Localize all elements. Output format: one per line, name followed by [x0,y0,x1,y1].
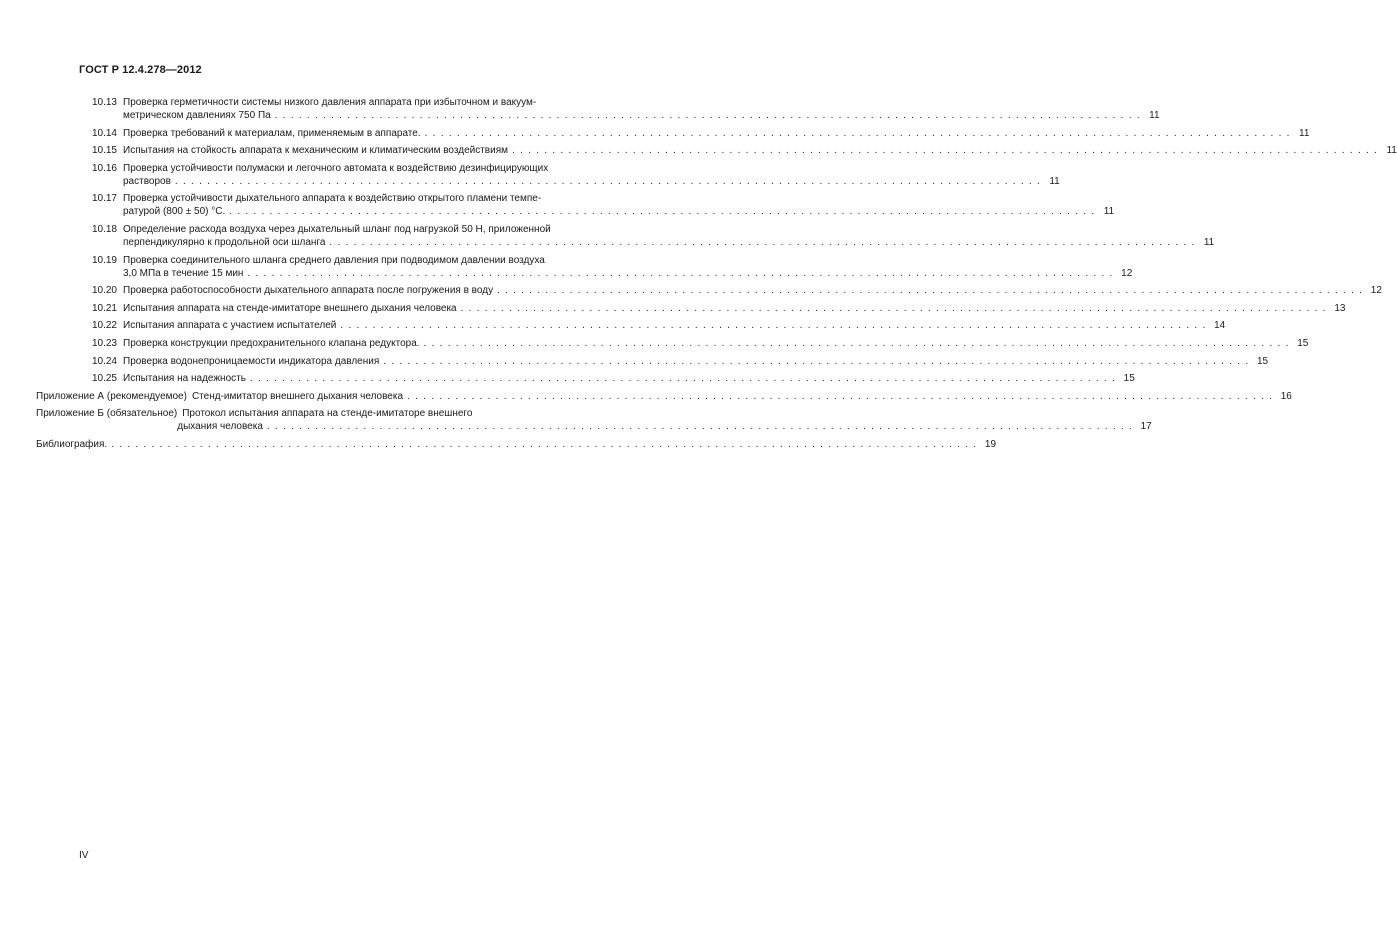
document-header: ГОСТ Р 12.4.278—2012 [79,64,202,76]
toc-appendix-a[interactable] [36,390,1292,403]
toc-entry-title: Проверка работоспособности дыхательного аппарата после погружения в воду [123,285,494,297]
toc-entry[interactable] [79,337,1309,350]
appendix-label: Приложение А (рекомендуемое) [36,390,187,402]
toc-entry-title: Проверка водонепроницаемости индикатора давления [123,355,380,367]
appendix-label: Приложение Б (обязательное) [36,408,178,420]
toc-entry-number: 10.24 [91,355,117,367]
toc-entry-page: 15 [1256,355,1269,367]
appendix-title: дыхания человека [177,421,263,433]
toc-entry-title: перпендикулярно к продольной оси шланга [123,236,326,248]
toc-entry-title: ратурой (800 ± 50) °С. [123,206,226,218]
toc-entry-number: 10.22 [91,320,117,332]
toc-entry[interactable] [79,284,1382,297]
toc-entry-number: 10.17 [91,193,117,205]
toc-entry-number: 10.23 [91,337,117,349]
toc-entry-title: Проверка требований к материалам, применяемым в аппарате. [123,127,421,139]
appendix-page: 17 [1140,421,1152,433]
toc-entry[interactable] [79,127,1310,140]
toc-entry-title: Проверка конструкции предохранительного клапана редуктора. [123,337,420,349]
toc-bibliography[interactable] [36,438,997,451]
toc-entry[interactable] [79,192,1115,218]
toc-entry-number: 10.13 [91,97,117,108]
toc-entry-page: 11 [1299,127,1310,139]
toc-entry[interactable] [79,302,1346,315]
toc-entry-number: 10.16 [91,162,117,174]
toc-entry[interactable] [79,223,1215,249]
toc-entry[interactable] [79,372,1135,385]
toc-appendix-b[interactable] [36,407,1152,433]
toc-entry-number: 10.20 [91,285,117,297]
toc-entry-title: Проверка герметичности системы низкого давления аппарата при избыточном и вакуум- [123,97,537,108]
toc-entry-page: 15 [1123,373,1135,385]
toc-entry-page: 15 [1297,337,1309,349]
toc-entry-page: 11 [1386,145,1397,157]
toc-entry-title: Проверка устойчивости полумаски и легочного автомата к воздействию дезинфицирующих [123,162,549,174]
toc-entry[interactable] [79,96,1160,122]
toc-entry-title: Испытания аппарата с участием испытателей [123,320,337,332]
appendix-page: 16 [1280,390,1292,402]
toc-entry[interactable] [79,144,1397,157]
toc-entry-number: 10.18 [91,223,117,235]
toc-entry-title: растворов [123,175,171,187]
toc-entry[interactable] [79,254,1133,280]
table-of-contents [36,96,1397,456]
toc-entry-number: 10.14 [91,127,117,139]
toc-entry-number: 10.15 [91,145,117,157]
toc-entry-title: 3,0 МПа в течение 15 мин [123,267,244,279]
toc-entry-title: Определение расхода воздуха через дыхательный шланг под нагрузкой 50 Н, приложенной [123,223,551,235]
page-folio: IV [79,850,89,861]
toc-entry-title: Испытания на стойкость аппарата к механическим и климатическим воздействиям [123,145,508,157]
appendix-title: Стенд-имитатор внешнего дыхания человека [191,390,404,402]
toc-entry-page: 11 [1103,206,1115,218]
toc-entry-number: 10.21 [91,302,117,314]
toc-entry-page: 13 [1334,302,1346,314]
toc-entry-title: Испытания аппарата на стенде-имитаторе внешнего дыхания человека [123,302,457,314]
toc-entry-page: 11 [1149,110,1160,121]
toc-entry-title: Испытания на надежность [123,373,246,385]
toc-entry-page: 11 [1203,236,1215,248]
toc-entry[interactable] [79,162,1060,188]
bibliography-label: Библиография. [36,438,108,450]
appendix-title: Протокол испытания аппарата на стенде-имитаторе внешнего [182,408,473,420]
bibliography-page: 19 [984,438,997,450]
toc-entry-page: 12 [1370,285,1382,297]
toc-entry-number: 10.25 [91,373,117,385]
toc-entry-title: Проверка устойчивости дыхательного аппарата к воздействию открытого пламени темпе- [123,193,542,205]
toc-entry-page: 12 [1121,267,1133,279]
toc-entry-number: 10.19 [91,254,117,266]
toc-entry-page: 14 [1214,320,1226,332]
toc-entry-title: Проверка соединительного шланга среднего давления при подводимом давлении воздуха [123,254,545,266]
toc-entry-page: 11 [1049,175,1060,187]
toc-entry[interactable] [79,319,1226,332]
toc-entry[interactable] [79,355,1269,368]
toc-entry-title: метрическом давлениях 750 Па [123,110,271,121]
